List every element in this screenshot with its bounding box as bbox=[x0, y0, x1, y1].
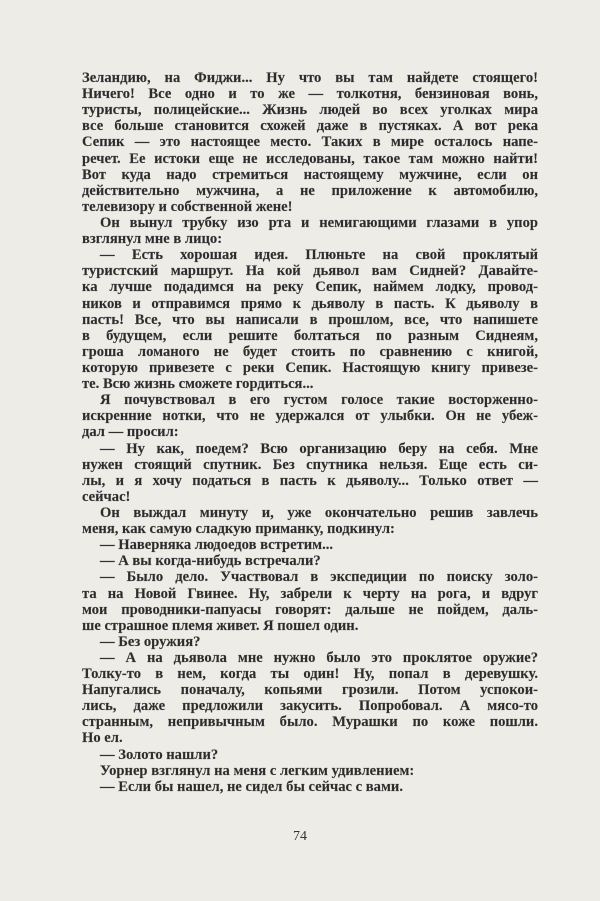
text-line: — Было дело. Участвовал в экспедиции по поиску золо- bbox=[100, 569, 538, 586]
text-line: Я почувствовал в его густом голосе такие восторженно- bbox=[100, 392, 538, 409]
text-line: те. Всю жизнь сможете гордиться... bbox=[82, 376, 314, 393]
text-line: меня, как самую сладкую приманку, подкинул: bbox=[82, 521, 395, 538]
paragraph bbox=[82, 537, 538, 553]
text-line: ка лучше подадимся на реку Сепик, наймем лодку, провод- bbox=[82, 279, 538, 296]
text-line: Ничего! Все одно и то же — толкотня, бензиновая вонь, bbox=[82, 86, 538, 103]
paragraph bbox=[82, 505, 538, 537]
book-page-text bbox=[82, 70, 538, 795]
paragraph bbox=[82, 634, 538, 650]
paragraph bbox=[82, 553, 538, 569]
text-line: Он вынул трубку изо рта и немигающими глазами в упор bbox=[100, 214, 538, 231]
text-line: странным, непривычным было. Мурашки по коже пошли. bbox=[82, 714, 538, 731]
text-line: Вот куда надо стремиться настоящему мужчине, если он bbox=[82, 166, 538, 183]
text-line: Он выждал минуту и, уже окончательно решив завлечь bbox=[100, 504, 538, 521]
text-line: — Золото нашли? bbox=[100, 746, 219, 763]
text-line: нужен стоящий спутник. Без спутника нельзя. Еще есть си- bbox=[82, 456, 538, 473]
text-line: действительно мужчина, а не приложение к автомобилю, bbox=[82, 182, 538, 199]
paragraph bbox=[82, 441, 538, 505]
text-line: — Если бы нашел, не сидел бы сейчас с вами. bbox=[100, 778, 403, 795]
paragraph bbox=[82, 569, 538, 633]
text-line: гроша ломаного не будет стоить по сравнению с книгой, bbox=[82, 343, 538, 360]
text-line: искренние нотки, что не удержался от улыбки. Он не убеж- bbox=[82, 408, 538, 425]
text-line: ше страшное племя живет. Я пошел один. bbox=[82, 617, 359, 634]
paragraph bbox=[82, 392, 538, 440]
text-line: речет. Ее истоки еще не исследованы, такое там можно найти! bbox=[82, 150, 538, 167]
text-line: туристский маршрут. На кой дьявол вам Сидней? Давайте- bbox=[82, 263, 538, 280]
text-line: Напугались поначалу, копьями грозили. Потом успокои- bbox=[82, 682, 538, 699]
paragraph bbox=[82, 763, 538, 779]
page-number: 74 bbox=[293, 829, 307, 844]
text-line: которую привезете с реки Сепик. Настоящую книгу привезе- bbox=[82, 359, 538, 376]
text-line: лы, и я хочу податься в пасть к дьяволу... Только ответ — bbox=[82, 472, 538, 489]
text-line: — Ну как, поедем? Всю организацию беру на себя. Мне bbox=[100, 440, 538, 457]
text-line: та на Новой Гвинее. Ну, забрели к черту на рога, и вдруг bbox=[82, 585, 538, 602]
text-line: лись, даже предложили закусить. Попробовал. А мясо-то bbox=[82, 698, 538, 715]
text-line: ников и отправимся прямо к дьяволу в пасть. К дьяволу в bbox=[82, 295, 538, 312]
text-line: — Есть хорошая идея. Плюньте на свой проклятый bbox=[100, 247, 538, 264]
text-line: — А на дьявола мне нужно было это проклятое оружие? bbox=[100, 649, 538, 666]
paragraph bbox=[82, 650, 538, 747]
paragraph bbox=[82, 70, 538, 215]
text-line: — А вы когда-нибудь встречали? bbox=[100, 553, 321, 570]
text-line: Толку-то в нем, когда ты один! Ну, попал в деревушку. bbox=[82, 666, 538, 683]
text-line: дал — просил: bbox=[82, 424, 179, 441]
text-line: Сепик — это настоящее место. Таких в мире осталось напе- bbox=[82, 134, 538, 151]
text-line: — Наверняка людоедов встретим... bbox=[100, 537, 334, 554]
text-line: все больше становится схожей даже в пустяках. А вот река bbox=[82, 118, 538, 135]
paragraph bbox=[82, 215, 538, 247]
text-line: взглянул мне в лицо: bbox=[82, 231, 223, 248]
text-line: Зеландию, на Фиджи... Ну что вы там найдете стоящего! bbox=[82, 70, 538, 86]
text-line: — Без оружия? bbox=[100, 633, 201, 650]
text-line: в будущем, если решите болтаться по разным Сиднеям, bbox=[82, 327, 538, 344]
text-line: Но ел. bbox=[82, 730, 123, 747]
paragraph bbox=[82, 247, 538, 392]
paragraph bbox=[82, 779, 538, 795]
paragraph bbox=[82, 747, 538, 763]
text-line: мои проводники-папуасы говорят: дальше не пойдем, даль- bbox=[82, 601, 538, 618]
text-line: пасть! Все, что вы написали в прошлом, все, что напишете bbox=[82, 311, 538, 328]
text-line: Уорнер взглянул на меня с легким удивлением: bbox=[100, 762, 415, 779]
text-line: сейчас! bbox=[82, 488, 131, 505]
text-line: телевизору и собственной жене! bbox=[82, 198, 293, 215]
text-line: туристы, полицейские... Жизнь людей во всех уголках мира bbox=[82, 102, 538, 119]
